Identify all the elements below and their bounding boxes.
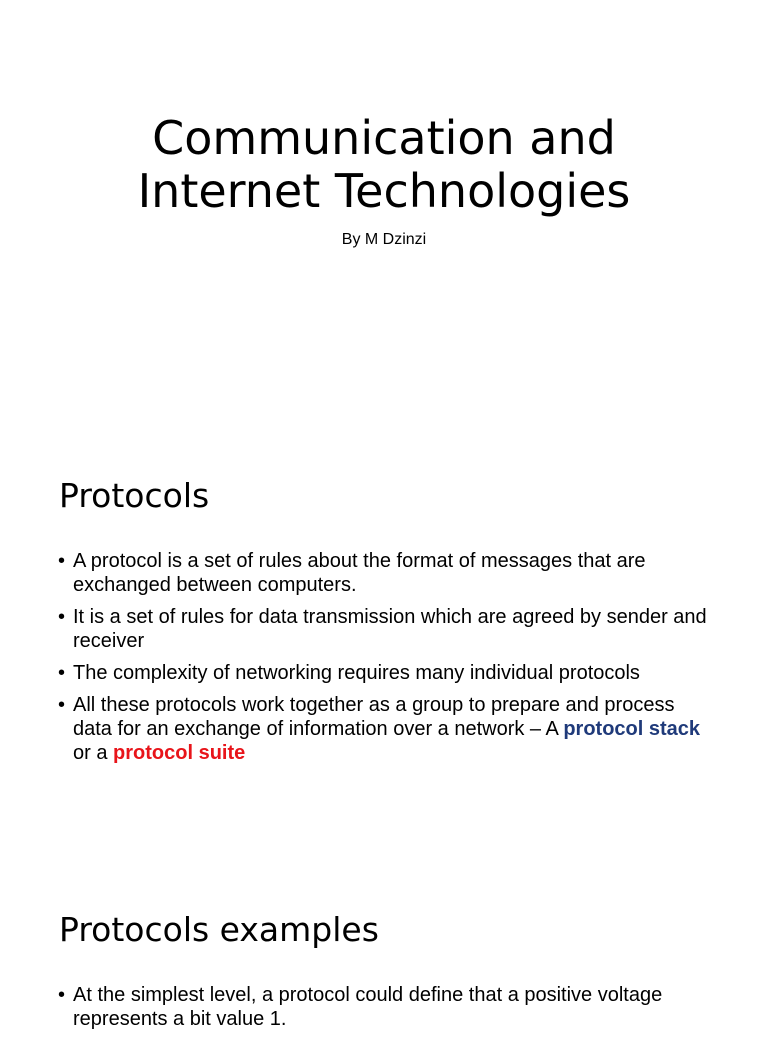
bullet-dot: • [58,984,66,1006]
bullet-item [58,605,708,653]
bullet-text-middle: or a [73,742,114,764]
term-protocol-suite: protocol suite [113,742,246,764]
bullet-dot: • [58,606,66,628]
protocols-examples-slide [0,864,768,1030]
presentation-title [0,112,768,218]
bullet-item [58,693,708,765]
bullet-item [58,661,708,685]
bullet-text-prefix: All these protocols work together as a group to prepare and process data for an exchange of information over a network – A [73,694,675,740]
bullet-item [58,549,708,597]
bullet-text: It is a set of rules for data transmission which are agreed by sender and receiver [73,606,707,652]
bullet-dot: • [58,662,66,684]
bullet-list [58,983,708,1039]
bullet-dot: • [58,694,66,716]
slide-title-protocols-examples: Protocols examples [59,910,379,949]
protocols-slide [0,432,768,864]
bullet-text: The complexity of networking requires many individual protocols [73,662,640,684]
title-line-1: Communication and [152,111,616,165]
bullet-text: At the simplest level, a protocol could define that a positive voltage represents a bit value 1. [73,984,663,1030]
author-subtitle: By M Dzinzi [341,231,427,248]
term-protocol-stack: protocol stack [563,718,701,740]
title-line-2: Internet Technologies [137,164,631,218]
bullet-text: A protocol is a set of rules about the format of messages that are exchanged between computers. [73,550,646,596]
bullet-dot: • [58,550,66,572]
bullet-list [58,549,708,773]
title-slide [0,0,768,432]
slide-title-protocols: Protocols [59,476,210,515]
